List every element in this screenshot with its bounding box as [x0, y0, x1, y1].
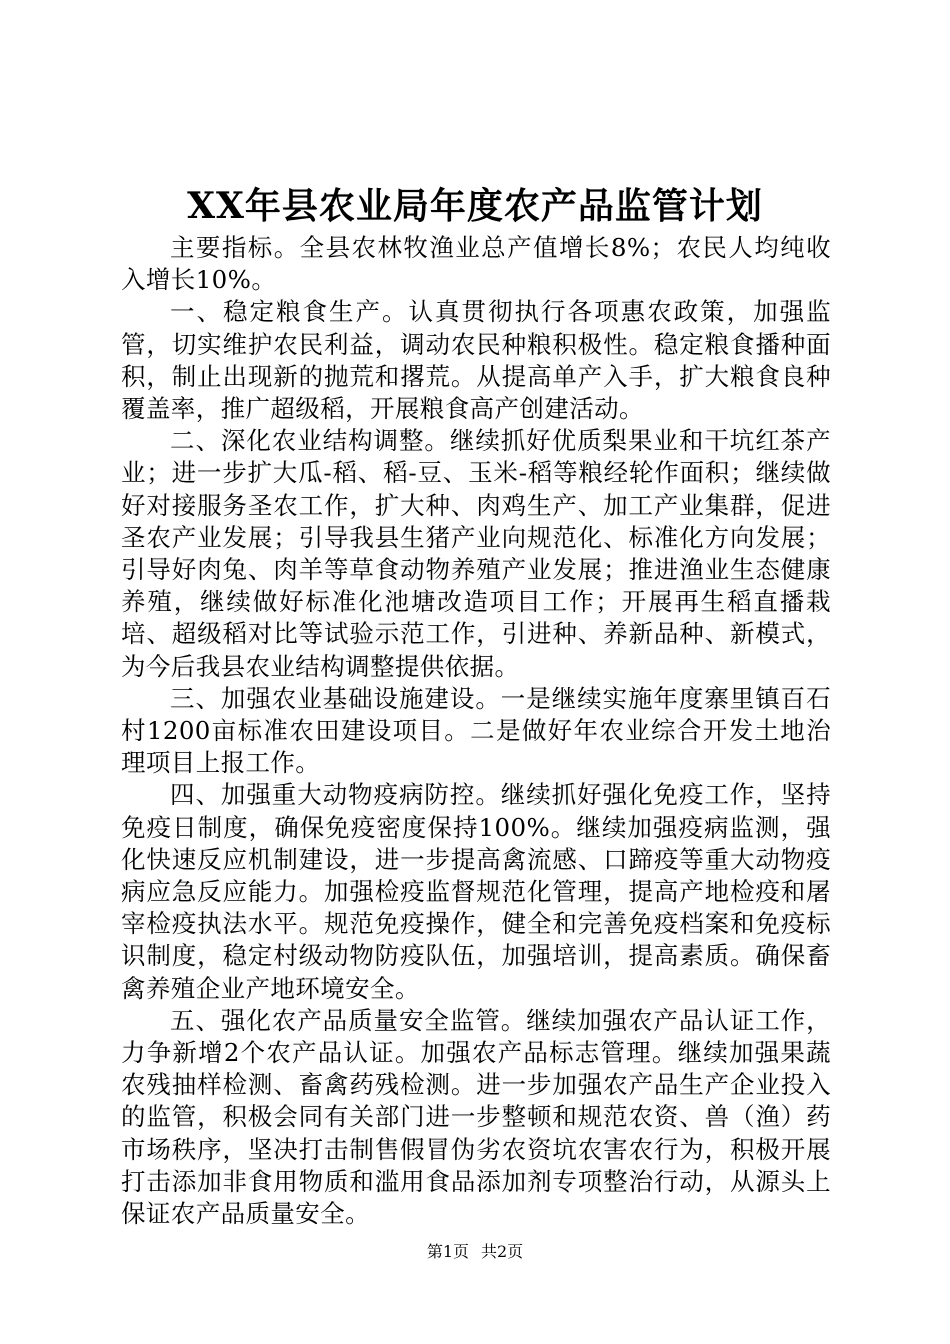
page-number-current: 第1页	[426, 1242, 469, 1261]
document-body	[121, 232, 831, 1230]
paragraph-section-3: 三、加强农业基础设施建设。一是继续实施年度寨里镇百石村1200亩标准农田建设项目。二是做好年农业综合开发土地治理项目上报工作。	[121, 683, 831, 778]
paragraph-section-5: 五、强化农产品质量安全监管。继续加强农产品认证工作，力争新增2个农产品认证。加强农产品标志管理。继续加强果蔬农残抽样检测、畜禽药残检测。进一步加强农产品生产企业投入的监管，积极会同有关部门进一步整顿和规范农资、兽（渔）药市场秩序，坚决打击制售假冒伪劣农资坑农害农行为，积极开展打击添加非食用物质和滥用食品添加剂专项整治行动，从源头上保证农产品质量安全。	[121, 1005, 831, 1229]
document-title: XX年县农业局年度农产品监管计划	[187, 185, 763, 227]
page-number-total: 共2页	[481, 1242, 524, 1261]
paragraph-section-1: 一、稳定粮食生产。认真贯彻执行各项惠农政策，加强监管，切实维护农民利益，调动农民种粮积极性。稳定粮食播种面积，制止出现新的抛荒和撂荒。从提高单产入手，扩大粮食良种覆盖率，推广超级稻，开展粮食高产创建活动。	[121, 297, 831, 424]
page-footer	[0, 1240, 950, 1264]
paragraph-main-indicators: 主要指标。全县农林牧渔业总产值增长8%；农民人均纯收入增长10%。	[121, 233, 831, 295]
paragraph-section-4: 四、加强重大动物疫病防控。继续抓好强化免疫工作，坚持免疫日制度，确保免疫密度保持100%。继续加强疫病监测，强化快速反应机制建设，进一步提高禽流感、口蹄疫等重大动物疫病应急反应能力。加强检疫监督规范化管理，提高产地检疫和屠宰检疫执法水平。规范免疫操作，健全和完善免疫档案和免疫标识制度，稳定村级动物防疫队伍，加强培训，提高素质。确保畜禽养殖企业产地环境安全。	[121, 780, 831, 1003]
paragraph-section-2: 二、深化农业结构调整。继续抓好优质梨果业和干坑红茶产业；进一步扩大瓜-稻、稻-豆、玉米-稻等粮经轮作面积；继续做好对接服务圣农工作，扩大种、肉鸡生产、加工产业集群，促进圣农产业发展；引导我县生猪产业向规范化、标准化方向发展；引导好肉兔、肉羊等草食动物养殖产业发展；推进渔业生态健康养殖，继续做好标准化池塘改造项目工作；开展再生稻直播栽培、超级稻对比等试验示范工作，引进种、养新品种、新模式，为今后我县农业结构调整提供依据。	[121, 426, 831, 681]
